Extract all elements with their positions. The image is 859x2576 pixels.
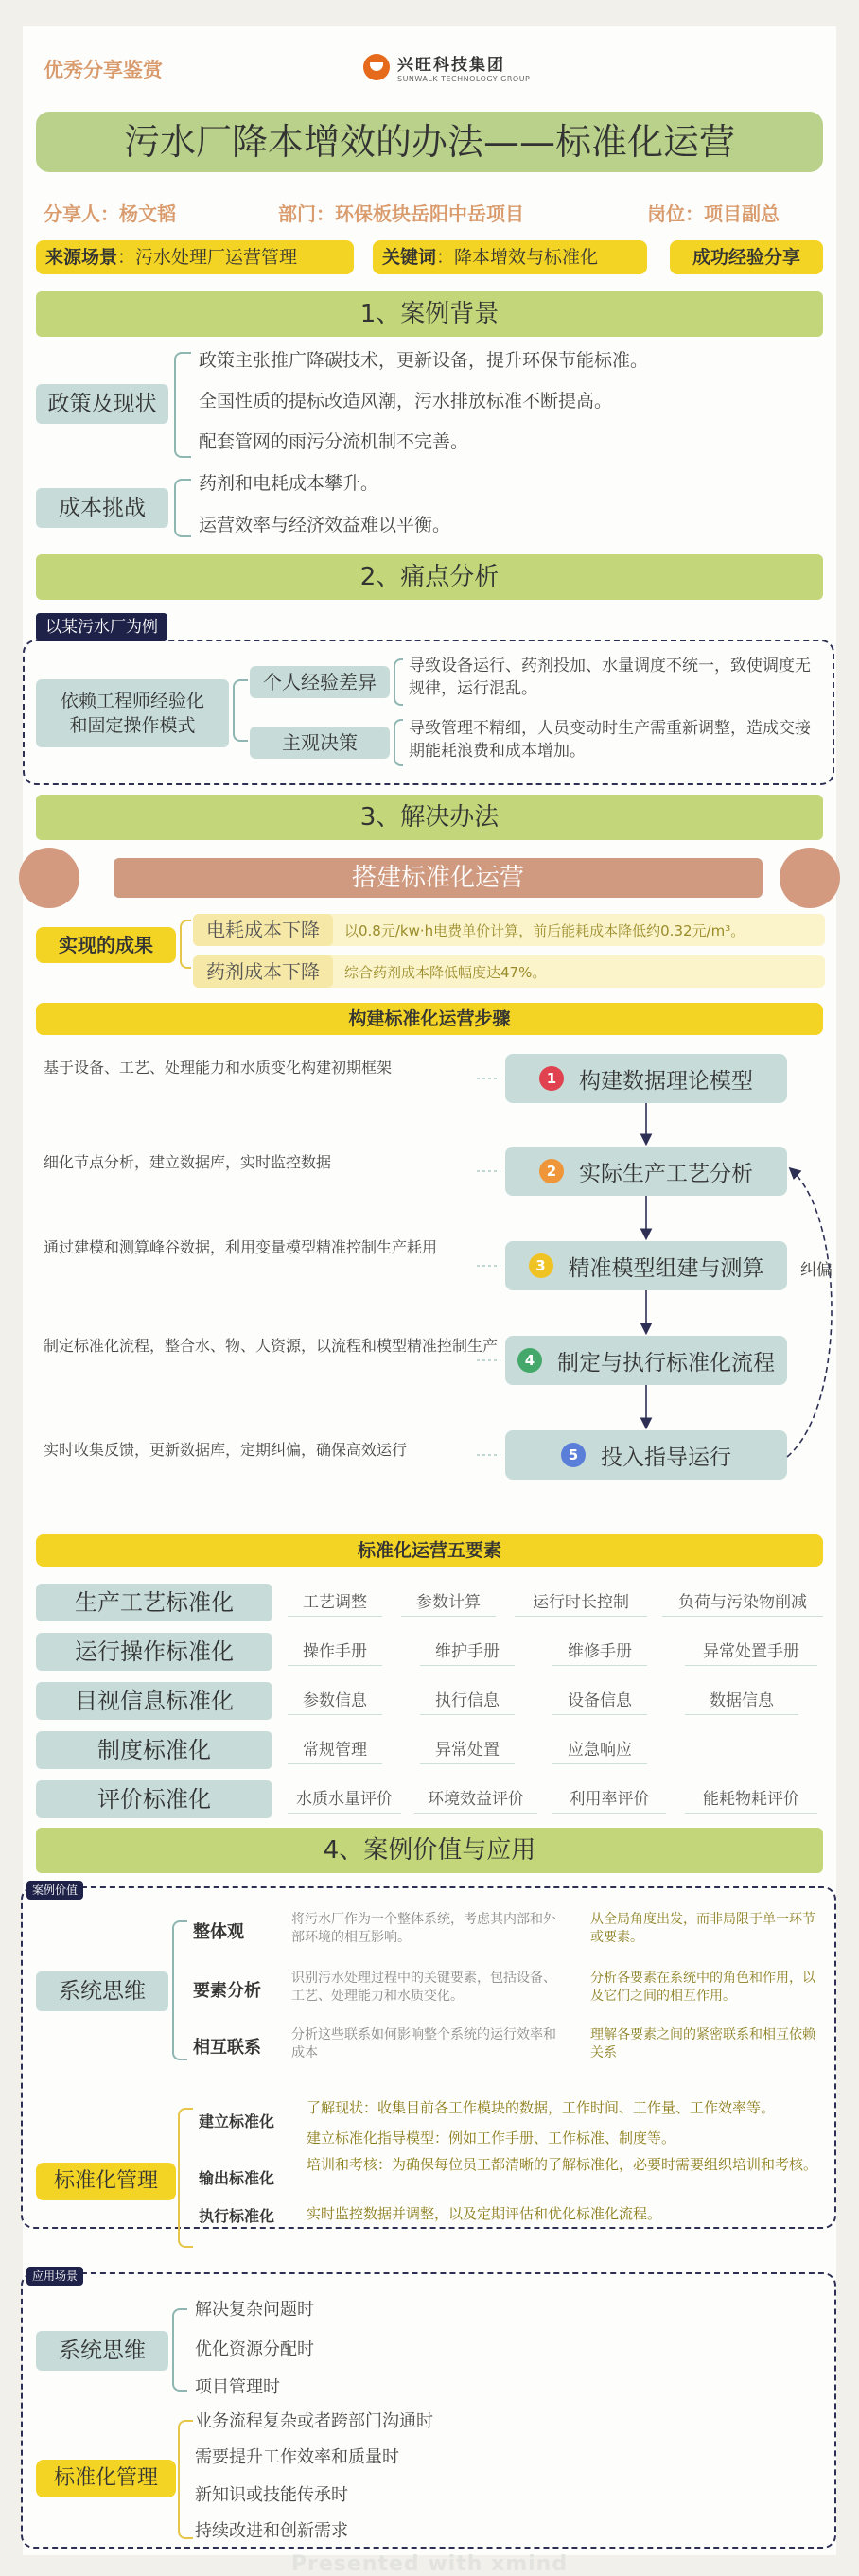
category-tag: 优秀分享鉴赏 xyxy=(44,59,163,81)
std-row-1-line: 了解现状：收集目前各工作模块的数据，工作时间、工作量、工作效率等。 xyxy=(307,2099,776,2116)
cost-item: 运营效率与经济效益难以平衡。 xyxy=(199,515,451,535)
element-3-item: 设备信息 xyxy=(552,1688,647,1715)
std-row-2-name: 输出标准化 xyxy=(199,2169,275,2187)
section-3-title: 3、解决办法 xyxy=(36,795,823,840)
app-standardization-bracket xyxy=(178,2420,193,2539)
steps-title: 构建标准化运营步骤 xyxy=(36,1003,823,1035)
element-4-item: 应急响应 xyxy=(552,1737,647,1764)
step-3-label: 精准模型组建与测算 xyxy=(568,1255,764,1281)
banner-title: 搭建标准化运营 xyxy=(114,858,763,898)
result-1-title: 电耗成本下降 xyxy=(193,914,333,946)
element-2-item: 异常处置手册 xyxy=(685,1638,817,1666)
step-3-desc: 通过建模和测算峰谷数据，利用变量模型精准控制生产耗用 xyxy=(44,1238,438,1256)
example-label: 以某污水厂为例 xyxy=(36,613,167,641)
element-1-item: 负荷与污染物削减 xyxy=(662,1589,823,1617)
element-5-item: 利用率评价 xyxy=(552,1786,666,1814)
policy-bracket xyxy=(174,352,191,458)
step-3-number-icon: 3 xyxy=(529,1253,553,1278)
app-system-label: 系统思维 xyxy=(36,2331,168,2371)
value-tag: 案例价值 xyxy=(26,1881,83,1900)
xmind-watermark: Presented with xmind xyxy=(290,2552,569,2576)
step-5-number-icon: 5 xyxy=(561,1443,586,1467)
app-system-item: 优化资源分配时 xyxy=(195,2339,314,2359)
element-5-item: 能耗物耗评价 xyxy=(685,1786,817,1814)
app-tag: 应用场景 xyxy=(26,2267,83,2286)
policy-item: 全国性质的提标改造风潮，污水排放标准不断提高。 xyxy=(199,391,613,412)
result-2-title: 药剂成本下降 xyxy=(193,955,333,988)
sub-cause-2-desc: 导致管理不精细，人员变动时生产需重新调整，造成交接期能耗浪费和成本增加。 xyxy=(409,719,811,761)
banner-right-circle xyxy=(780,848,840,908)
sub-bracket-1 xyxy=(394,658,403,706)
system-bracket xyxy=(172,1920,187,2060)
standardization-label: 标准化管理 xyxy=(36,2163,176,2200)
step-2-number-icon: 2 xyxy=(539,1159,564,1183)
scene-tag: 来源场景：污水处理厂运营管理 xyxy=(36,240,354,274)
policy-item: 配套管网的雨污分流机制不完善。 xyxy=(199,431,469,452)
element-2-label: 运行操作标准化 xyxy=(36,1633,272,1671)
std-row-3-line: 实时监控数据并调整，以及定期评估和优化标准化流程。 xyxy=(307,2205,662,2222)
system-thinking-label: 系统思维 xyxy=(36,1971,168,2011)
company-logo xyxy=(363,51,530,83)
presenter: 分享人：杨文韬 xyxy=(44,202,176,225)
section-4-title: 4、案例价值与应用 xyxy=(36,1828,823,1873)
sub-cause-1-desc: 导致设备运行、药剂投加、水量调度不统一，致使调度无规律，运行混乱。 xyxy=(409,657,811,698)
sys-row-1-right: 从全局角度出发，而非局限于单一环节或要素。 xyxy=(590,1912,815,1945)
position: 岗位：项目副总 xyxy=(647,202,780,225)
pain-bracket xyxy=(233,679,248,742)
app-standardization-item: 持续改进和创新需求 xyxy=(195,2521,348,2541)
logo-mark-icon xyxy=(363,54,390,80)
logo-name: 兴旺科技集团 xyxy=(397,56,505,75)
step-1-label: 构建数据理论模型 xyxy=(579,1068,753,1094)
step-5-label: 投入指导运行 xyxy=(601,1445,731,1470)
sub-cause-1: 个人经验差异 xyxy=(250,666,390,698)
standardization-bracket xyxy=(178,2108,193,2248)
std-row-3-name: 执行标准化 xyxy=(199,2207,275,2225)
sys-row-2-left: 识别污水处理过程中的关键要素，包括设备、工艺、处理能力和水质变化。 xyxy=(291,1971,556,2004)
app-standardization-label: 标准化管理 xyxy=(36,2460,176,2497)
section-2-title: 2、痛点分析 xyxy=(36,554,823,600)
element-4-item: 常规管理 xyxy=(288,1737,382,1764)
policy-label: 政策及现状 xyxy=(36,384,168,424)
step-4-label: 制定与执行标准化流程 xyxy=(557,1350,775,1376)
std-row-2-line: 培训和考核：为确保每位员工都清晰的了解标准化，必要时需要组织培训和考核。 xyxy=(307,2156,818,2173)
result-1-desc: 以0.8元/kw·h电费单价计算，前后能耗成本降低约0.32元/m³。 xyxy=(344,922,745,939)
element-5-label: 评价标准化 xyxy=(36,1780,272,1818)
sys-row-1-left: 将污水厂作为一个整体系统，考虑其内部和外部环境的相互影响。 xyxy=(291,1912,556,1945)
sys-row-3-left: 分析这些联系如何影响整个系统的运行效率和成本 xyxy=(291,2027,556,2060)
sub-bracket-2 xyxy=(394,719,403,766)
app-standardization-item: 需要提升工作效率和质量时 xyxy=(195,2447,399,2467)
element-1-item: 运行时长控制 xyxy=(515,1589,647,1617)
feedback-arrow xyxy=(787,1169,832,1457)
element-1-item: 参数计算 xyxy=(401,1589,496,1617)
std-row-1-name: 建立标准化 xyxy=(199,2112,275,2130)
element-3-item: 数据信息 xyxy=(685,1688,798,1715)
element-2-item: 维护手册 xyxy=(420,1638,515,1666)
element-3-label: 目视信息标准化 xyxy=(36,1682,272,1720)
element-1-label: 生产工艺标准化 xyxy=(36,1584,272,1621)
app-system-item: 项目管理时 xyxy=(195,2377,280,2397)
element-5-item: 水质水量评价 xyxy=(288,1786,401,1814)
keyword-tag: 关键词：降本增效与标准化 xyxy=(373,240,647,274)
step-1-number-icon: 1 xyxy=(539,1066,564,1091)
std-row-1-line: 建立标准化指导模型：例如工作手册、工作标准、制度等。 xyxy=(307,2129,676,2147)
logo-subtitle: SUNWALK TECHNOLOGY GROUP xyxy=(397,75,531,83)
result-label: 实现的成果 xyxy=(36,927,176,963)
policy-item: 政策主张推广降碳技术，更新设备，提升环保节能标准。 xyxy=(199,350,649,371)
step-4-desc: 制定标准化流程，整合水、物、人资源，以流程和模型精准控制生产 xyxy=(44,1337,499,1355)
cost-bracket xyxy=(174,479,191,537)
app-standardization-item: 业务流程复杂或者跨部门沟通时 xyxy=(195,2411,433,2431)
page-title: 污水厂降本增效的办法——标准化运营 xyxy=(36,112,823,172)
result-2-desc: 综合药剂成本降低幅度达47%。 xyxy=(344,964,547,981)
element-2-item: 操作手册 xyxy=(288,1638,382,1666)
element-5-item: 环境效益评价 xyxy=(414,1786,537,1814)
element-1-item: 工艺调整 xyxy=(288,1589,382,1617)
five-elements-title: 标准化运营五要素 xyxy=(36,1534,823,1567)
steps-connectors xyxy=(23,1048,836,1493)
step-5-desc: 实时收集反馈，更新数据库，定期纠偏，确保高效运行 xyxy=(44,1441,408,1459)
section-1-title: 1、案例背景 xyxy=(36,291,823,337)
element-4-label: 制度标准化 xyxy=(36,1731,272,1769)
cost-item: 药剂和电耗成本攀升。 xyxy=(199,473,379,494)
sys-row-2-right: 分析各要素在系统中的角色和作用，以及它们之间的相互作用。 xyxy=(590,1971,815,2004)
step-1-desc: 基于设备、工艺、处理能力和水质变化构建初期框架 xyxy=(44,1059,393,1077)
sub-cause-2: 主观决策 xyxy=(250,727,390,759)
element-3-item: 参数信息 xyxy=(288,1688,382,1715)
app-standardization-item: 新知识或技能传承时 xyxy=(195,2485,348,2505)
element-4-item: 异常处置 xyxy=(420,1737,515,1764)
element-2-item: 维修手册 xyxy=(552,1638,647,1666)
step-2-desc: 细化节点分析，建立数据库，实时监控数据 xyxy=(44,1153,332,1171)
step-2-label: 实际生产工艺分析 xyxy=(579,1161,753,1186)
element-3-item: 执行信息 xyxy=(420,1688,515,1715)
app-system-item: 解决复杂问题时 xyxy=(195,2300,314,2320)
root-cause-box xyxy=(36,679,229,747)
sys-row-3-name: 相互联系 xyxy=(193,2038,261,2058)
department: 部门：环保板块岳阳中岳项目 xyxy=(278,202,524,225)
sys-row-3-right: 理解各要素之间的紧密联系和相互依赖关系 xyxy=(590,2027,815,2060)
app-system-bracket xyxy=(172,2308,187,2392)
feedback-label: 纠偏 xyxy=(800,1261,833,1280)
success-tag: 成功经验分享 xyxy=(670,240,823,274)
root-cause-line-1: 依赖工程师经验化 xyxy=(60,691,204,711)
poster-page xyxy=(23,26,836,2576)
result-bracket xyxy=(180,920,191,969)
sys-row-1-name: 整体观 xyxy=(193,1922,244,1942)
step-4-number-icon: 4 xyxy=(517,1348,542,1373)
banner-left-circle xyxy=(19,848,79,908)
sys-row-2-name: 要素分析 xyxy=(193,1981,261,2001)
cost-label: 成本挑战 xyxy=(36,488,168,528)
root-cause-line-2: 和固定操作模式 xyxy=(69,715,196,736)
